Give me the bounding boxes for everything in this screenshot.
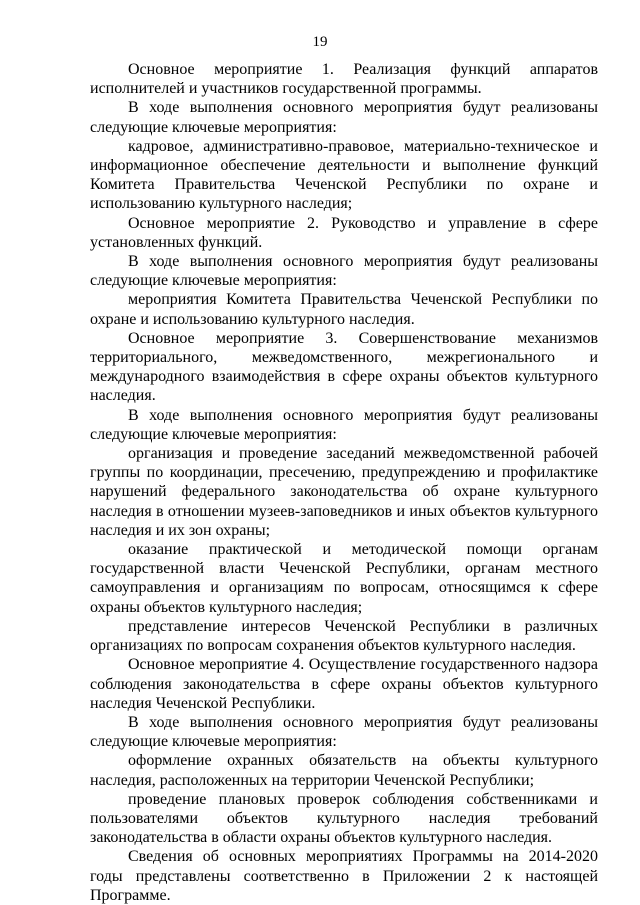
paragraph-main-activity-1: Основное мероприятие 1. Реализация функций аппаратов исполнителей и участников государственной программы. (90, 61, 598, 98)
paragraph-activity-item: оказание практической и методической помощи органам государственной власти Чеченской Республики, органам местного самоуправления и организациям по вопросам, относящимся к сфере охраны объектов культурного наследия; (90, 541, 598, 616)
paragraph-activity-item: мероприятия Комитета Правительства Чеченской Республики по охране и использованию культурного наследия. (90, 291, 598, 328)
paragraph-main-activity-2: Основное мероприятие 2. Руководство и управление в сфере установленных функций. (90, 214, 598, 251)
paragraph-key-activities-intro: В ходе выполнения основного мероприятия будут реализованы следующие ключевые мероприятия: (90, 713, 598, 751)
paragraph-activity-item: проведение плановых проверок соблюдения собственниками и пользователями объектов культурного наследия требований законодательства в области охраны объектов культурного наследия. (90, 790, 598, 847)
paragraph-activity-item: кадровое, административно-правовое, материально-техническое и информационное обеспечение деятельности и выполнение функций Комитета Правительства Чеченской Республики по охране и использованию культурного наследия; (90, 137, 598, 213)
paragraph-activity-item: оформление охранных обязательств на объекты культурного наследия, расположенных на территории Чеченской Республики; (90, 752, 598, 789)
paragraph-key-activities-intro: В ходе выполнения основного мероприятия будут реализованы следующие ключевые мероприятия: (90, 253, 598, 290)
paragraph-key-activities-intro: В ходе выполнения основного мероприятия будут реализованы следующие ключевые мероприятия: (90, 99, 598, 136)
document-body (90, 60, 598, 905)
page-number: 19 (312, 34, 328, 50)
paragraph-summary: Сведения об основных мероприятиях Программы на 2014-2020 годы представлены соответственно в Приложении 2 к настоящей Программе. (90, 848, 598, 904)
paragraph-main-activity-4: Основное мероприятие 4. Осуществление государственного надзора соблюдения законодательства в сфере охраны объектов культурного наследия Чеченской Республики. (90, 656, 598, 712)
paragraph-key-activities-intro: В ходе выполнения основного мероприятия будут реализованы следующие ключевые мероприятия: (90, 406, 598, 443)
paragraph-activity-item: представление интересов Чеченской Республики в различных организациях по вопросам сохранения объектов культурного наследия. (90, 617, 598, 655)
paragraph-main-activity-3: Основное мероприятие 3. Совершенствование механизмов территориального, межведомственного, межрегионального и международного взаимодействия в сфере охраны объектов культурного наследия. (90, 329, 598, 405)
paragraph-activity-item: организация и проведение заседаний межведомственной рабочей группы по координации, пресечению, предупреждению и профилактике нарушений федерального законодательства об охране культурного наследия в отношении музеев-заповедников и иных объектов культурного наследия и их зон охраны; (90, 445, 598, 539)
